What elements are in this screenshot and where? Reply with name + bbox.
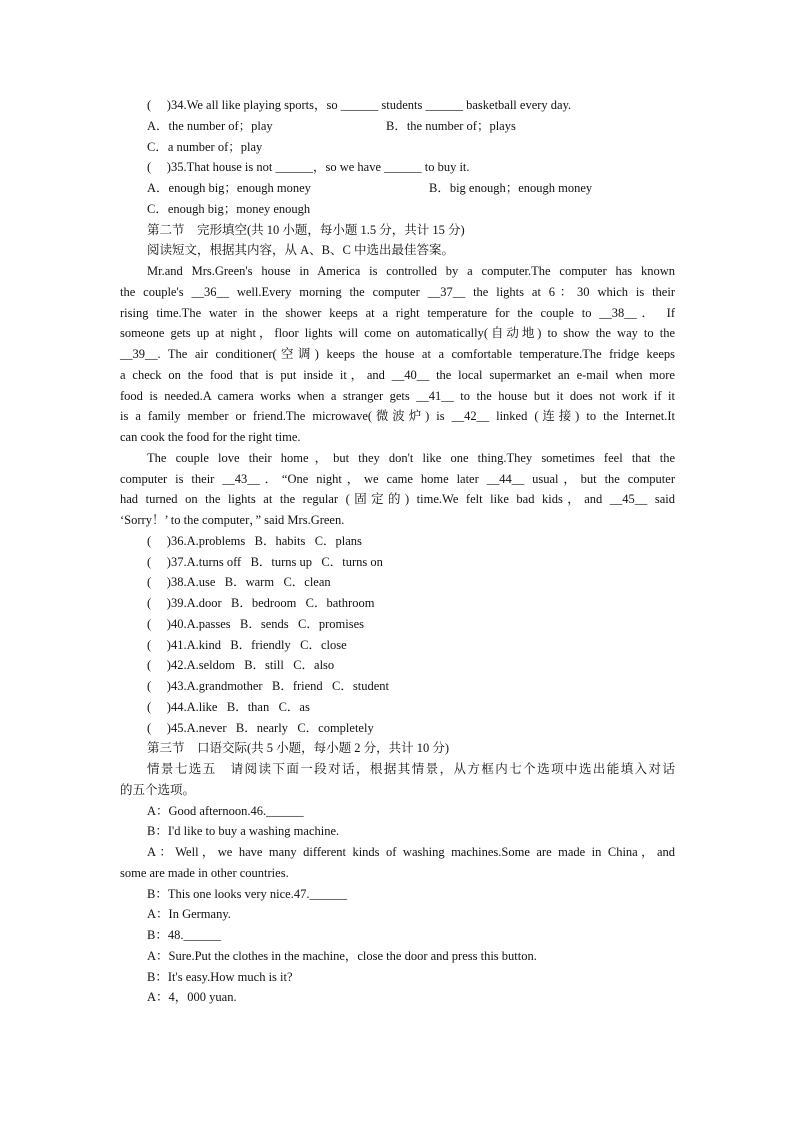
option-c: C．turns on [321,554,383,569]
passage-line: The couple love their home，but they don't like one thing.They sometimes feel that the [147,450,675,465]
option-b: B．bedroom [231,596,297,610]
cloze-options [120,531,675,739]
option-c: C．clean [283,575,331,590]
cloze-item-44 [120,697,675,718]
option-b: B．warm [224,575,275,590]
section-2-heading: 第二节 完形填空(共 10 小题，每小题 1.5 分，共计 15 分) [147,222,465,237]
dialogue-line: A：In Germany. [147,907,231,922]
question-35-options-row1 [120,178,675,199]
option-a: ( )45.A.never [147,720,227,735]
section-3-heading: 第三节 口语交际(共 5 小题，每小题 2 分，共计 10 分) [147,741,450,756]
cloze-item-37 [120,552,675,573]
option-a: ( )44.A.like [147,699,218,714]
passage-line: rising time.The water in the shower keeps at a right temperature for the couple to __38__． If [120,305,675,320]
passage-line: can cook the food for the right time. [120,430,301,444]
option-a: ( )38.A.use [147,575,216,590]
option-b: B．than [226,699,270,714]
cloze-item-38 [120,572,675,593]
cloze-item-40 [120,614,675,635]
option-c: C．close [300,637,347,652]
cloze-passage [120,261,675,531]
option-b: B．big enough；enough money [429,181,593,195]
option-b: B．turns up [250,554,313,569]
dialogue-line: B：48.______ [147,928,221,942]
passage-line: someone gets up at night，floor lights will come on automatically(自动地) to show the way to the [120,326,675,341]
question-35: ( )35.That house is not ______，so we have ______ to buy it. [147,160,470,175]
option-b: B．nearly [235,720,288,735]
passage-line: a check on the food that is put inside it，and __40__ the local supermarket an e-mail when more [120,367,675,382]
cloze-item-42 [120,655,675,676]
cloze-item-41 [120,635,675,656]
option-c: C．as [278,699,310,714]
question-34-options-row1 [120,116,675,137]
passage-line: had turned on the lights at the regular (固定的) time.We felt like bad kids，and __45__ said [120,492,675,507]
option-c: C．plans [314,533,362,548]
dialogue-line: A：Sure.Put the clothes in the machine，close the door and press this button. [147,948,537,963]
option-c: C．a number of；play [147,139,263,154]
option-b: B．still [244,658,284,673]
section-3-instruction-cont: 的五个选项。 [120,782,196,797]
option-b: B．habits [254,533,306,548]
option-b: B．friend [271,679,323,693]
dialogue-line: B：It's easy.How much is it? [147,969,293,984]
option-b: B．friendly [230,637,291,652]
cloze-item-36 [120,531,675,552]
cloze-item-39 [120,593,675,614]
option-a: ( )41.A.kind [147,637,221,652]
option-a: ( )42.A.seldom [147,658,235,673]
option-a: ( )40.A.passes [147,616,231,631]
dialogue-line: A：4，000 yuan. [147,990,237,1005]
option-b: B．sends [240,616,289,631]
option-c: C．completely [297,720,374,735]
option-c: C．bathroom [305,596,375,610]
dialogue [120,801,675,1009]
option-a: ( )43.A.grandmother [147,679,263,693]
passage-line: the couple's __36__ well.Every morning the computer __37__ the lights at 6：30 which is their [120,284,675,299]
dialogue-line: A：Well，we have many different kinds of washing machines.Some are made in China，and [147,845,675,859]
question-34-options-row2 [120,137,675,158]
dialogue-line: B：This one looks very nice.47.______ [147,886,347,901]
section-2-instruction: 阅读短文，根据其内容，从 A、B、C 中选出最佳答案。 [147,243,454,258]
dialogue-line: B：I'd like to buy a washing machine. [147,824,340,839]
option-c: C．promises [298,616,365,631]
passage-line: ‘Sorry！’ to the computer，” said Mrs.Green. [120,513,345,527]
option-c: C．also [293,658,335,673]
passage-line: is a family member or friend.The microwave(微波炉) is __42__ linked (连接) to the Internet.It [120,409,675,424]
dialogue-line: some are made in other countries. [120,865,289,880]
question-34: ( )34.We all like playing sports，so ______ students ______ basketball every day. [147,98,572,112]
option-a: ( )37.A.turns off [147,554,242,569]
option-c: C．student [332,679,389,693]
cloze-item-45 [120,718,675,739]
dialogue-line: A：Good afternoon.46.______ [147,803,304,818]
passage-line: __39__. The air conditioner(空调) keeps the house at a comfortable temperature.The fridge keeps [120,347,675,361]
passage-line: food is needed.A camera works when a stranger gets __41__ to the house but it does not work if it [120,388,675,403]
option-a: A．the number of；play [147,118,273,133]
option-c: C．enough big；money enough [147,201,311,216]
option-b: B．the number of；plays [386,118,516,133]
cloze-item-43 [120,676,675,697]
document-page [120,95,675,1008]
section-3-instruction: 情景七选五 请阅读下面一段对话，根据其情景，从方框内七个选项中选出能填入对话 [147,762,675,776]
passage-line: computer is their __43__．“One night，we came home later __44__ usual，but the computer [120,471,675,486]
option-a: ( )39.A.door [147,596,222,610]
question-35-options-row2 [120,199,675,220]
passage-line: Mr.and Mrs.Green's house in America is controlled by a computer.The computer has known [147,264,675,278]
option-a: A．enough big；enough money [147,181,311,195]
option-a: ( )36.A.problems [147,533,246,548]
